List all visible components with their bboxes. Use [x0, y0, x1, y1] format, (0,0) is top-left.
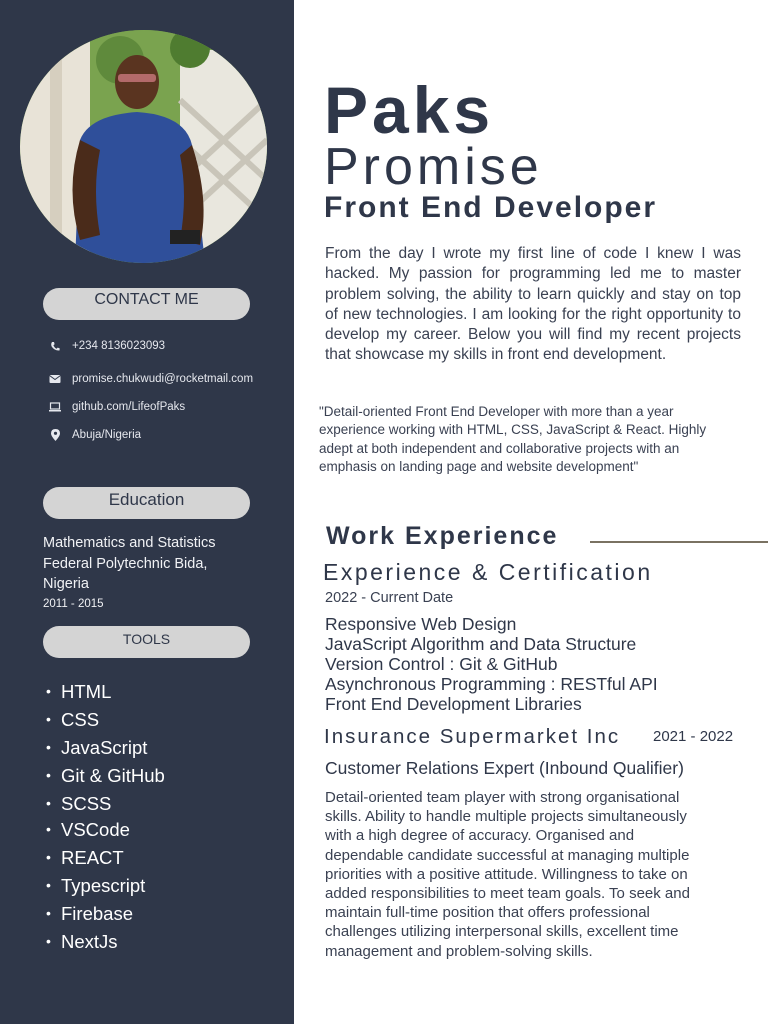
tool-item: • REACT [46, 844, 165, 872]
intro-paragraph: From the day I wrote my first line of code I knew I was hacked. My passion for programming led me to master problem solving, the ability to learn quickly and stay on top of new technologies. I am looking for the right opportunity to develop my career. Below you will find my recent projects that showcase my skills in front end development. [325, 245, 741, 364]
tool-item: • SCSS [46, 790, 165, 818]
certification-item: Asynchronous Programming : RESTful API [325, 674, 658, 694]
tool-item: • Firebase [46, 900, 165, 928]
education-years: 2011 - 2015 [43, 597, 104, 610]
education-line: Mathematics and Statistics [43, 535, 216, 551]
tools-heading: TOOLS [43, 626, 250, 658]
map-pin-icon [48, 429, 62, 441]
envelope-icon [48, 373, 62, 385]
certification-list [325, 614, 658, 714]
certification-heading: Experience & Certification [323, 559, 653, 585]
email-text[interactable]: promise.chukwudi@rocketmail.com [72, 373, 254, 385]
job-description: Detail-oriented team player with strong organisational skills. Ability to handle multiple projects simultaneously with a high degree of accuracy. Organised and dependable candidate successful at managing multiple priorities with a positive attitude. Willingness to take on added responsibilities to meet team goals. To seek and maintain full-time position that offers professional challenges utilizing interpersonal skills, excellent time management and problem-solving skills. [325, 789, 690, 960]
section-divider [590, 541, 768, 543]
certification-item: JavaScript Algorithm and Data Structure [325, 634, 637, 654]
tools-list [46, 678, 165, 956]
location-text: Abuja/Nigeria [72, 429, 142, 441]
company-name: Insurance Supermarket Inc [324, 725, 621, 748]
contact-heading: CONTACT ME [43, 288, 250, 320]
tool-item: • JavaScript [46, 734, 165, 762]
phone-icon [48, 340, 62, 352]
work-experience-heading: Work Experience [326, 522, 559, 550]
summary-quote: "Detail-oriented Front End Developer with more than a year experience working with HTML, CSS, JavaScript & React. Highly adept at both independent and collaborative projects with an emphasis on landing page and website development" [319, 404, 707, 475]
tool-item: • Typescript [46, 872, 165, 900]
tool-item: • HTML [46, 678, 165, 706]
phone-text: +234 8136023093 [72, 340, 166, 352]
education-block [43, 533, 283, 610]
job-title: Front End Developer [324, 191, 658, 224]
main-content [294, 0, 768, 1024]
contact-github[interactable] [48, 401, 185, 413]
contact-email[interactable] [48, 373, 253, 385]
sidebar [0, 0, 294, 1024]
contact-location [48, 429, 141, 441]
job-role: Customer Relations Expert (Inbound Qualifier) [325, 758, 684, 778]
laptop-icon [48, 401, 62, 413]
tool-item: • NextJs [46, 928, 165, 956]
certification-item: Version Control : Git & GitHub [325, 654, 558, 674]
certification-date: 2022 - Current Date [325, 590, 454, 606]
tool-item: • VSCode [46, 818, 165, 844]
education-heading: Education [43, 487, 250, 519]
certification-item: Front End Development Libraries [325, 694, 582, 714]
tool-item: • Git & GitHub [46, 762, 165, 790]
education-line: Nigeria [43, 576, 89, 592]
company-years: 2021 - 2022 [653, 728, 734, 745]
github-text[interactable]: github.com/LifeofPaks [72, 401, 186, 413]
tool-item: • CSS [46, 706, 165, 734]
profile-photo [20, 30, 267, 263]
last-name: Promise [324, 138, 543, 196]
education-line: Federal Polytechnic Bida, [43, 555, 208, 572]
certification-item: Responsive Web Design [325, 614, 517, 634]
contact-phone [48, 340, 165, 352]
first-name: Paks [324, 73, 495, 147]
